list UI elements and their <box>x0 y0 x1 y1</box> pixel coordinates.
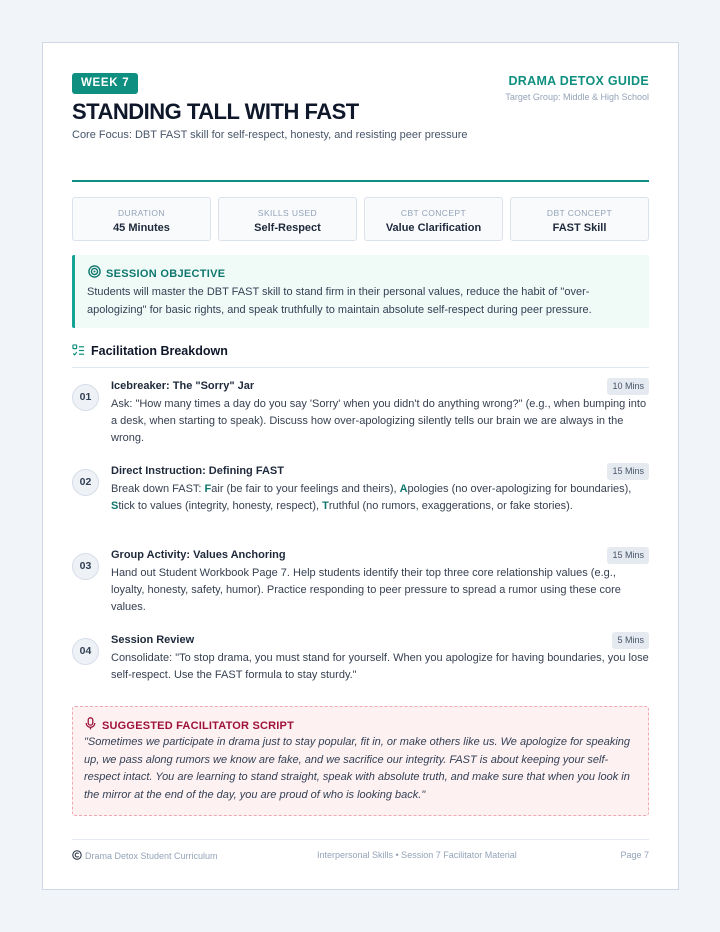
step-description: Ask: "How many times a day do you say 'Sorry' when you didn't do anything wrong?" (e.g., when bumping into a desk, when starting to speak). Discuss how over-apologizing silently tells our brain we are always in the wrong. <box>111 398 647 444</box>
objective-text: Students will master the DBT FAST skill to stand firm in their personal values, reduce the habit of "over-apologizing" for basic rights, and speak truthfully to maintain absolute self-respect during peer pressure. <box>87 286 592 316</box>
stat-label: CBT CONCEPT <box>400 208 467 218</box>
step-number: 01 <box>72 384 99 411</box>
step-title: Group Activity: Values Anchoring <box>111 549 286 561</box>
step-title: Direct Instruction: Defining FAST <box>111 465 284 477</box>
script-title: SUGGESTED FACILITATOR SCRIPT <box>102 720 294 732</box>
microphone-icon <box>85 717 96 735</box>
fast-letter-s: S <box>111 500 119 512</box>
script-header <box>85 717 294 735</box>
breakdown-title: Facilitation Breakdown <box>91 344 228 358</box>
step-number: 03 <box>72 553 99 580</box>
step-description: Consolidate: "To stop drama, you must stand for yourself. When you apologize for having boundaries, you lose self-respect. Use the FAST formula to stay sturdy." <box>111 652 649 681</box>
step-number: 02 <box>72 469 99 496</box>
page-title: STANDING TALL WITH FAST <box>72 99 359 124</box>
step-title: Icebreaker: The "Sorry" Jar <box>111 380 255 392</box>
objective-header <box>88 265 225 283</box>
page-header <box>72 73 649 182</box>
target-group: Target Group: Middle & High School <box>505 92 649 102</box>
stats-row <box>72 197 649 241</box>
week-badge: WEEK 7 <box>72 73 138 94</box>
fast-truthful-text: ruthful (no rumors, exaggerations, or fake stories). <box>328 500 573 512</box>
stat-label: SKILLS USED <box>257 208 318 218</box>
duration-badge: 15 Mins <box>607 463 649 480</box>
target-icon <box>88 265 101 283</box>
step-title: Session Review <box>111 634 195 646</box>
stat-value: Value Clarification <box>385 222 482 234</box>
facilitator-script-box <box>72 706 649 816</box>
stat-duration <box>72 197 211 241</box>
duration-badge: 10 Mins <box>607 378 649 395</box>
step-description <box>111 481 649 515</box>
stat-value: Self-Respect <box>254 222 321 234</box>
duration-badge: 5 Mins <box>612 632 649 649</box>
script-text: "Sometimes we participate in drama just to stay popular, fit in, or make others like us. We apologize for speaking up, we pass along rumors we know are fake, and we sacrifice our integrity. FAST is about keeping your self-respect intact. You are learning to stand straight, speak with absolute truth, and make sure that when you look in the mirror at the end of the day, you are proud of who is looking back." <box>84 736 631 801</box>
guide-name: DRAMA DETOX GUIDE <box>508 74 649 88</box>
fast-fair-text: air (be fair to your feelings and theirs), <box>211 483 400 495</box>
fast-stick-text: tick to values (integrity, honesty, respect), <box>118 500 323 512</box>
fast-apologies-text: pologies (no over-apologizing for boundaries), <box>407 483 632 495</box>
curriculum-page <box>42 42 679 890</box>
duration-badge: 15 Mins <box>607 547 649 564</box>
stat-label: DBT CONCEPT <box>546 208 613 218</box>
fast-letter-f: F <box>204 483 212 495</box>
page-content <box>72 73 649 861</box>
checklist-icon <box>72 344 85 362</box>
footer-page-number: Page 7 <box>620 850 649 860</box>
fast-lead: Break down FAST: <box>111 483 205 495</box>
step-description: Hand out Student Workbook Page 7. Help students identify their top three core relationship values (e.g., loyalty, honesty, safety, humor). Practice responding to peer pressure to spread a rumor using these core values. <box>111 567 621 613</box>
page-footer <box>72 839 649 869</box>
footer-left <box>72 850 218 862</box>
fast-letter-a: A <box>399 483 408 495</box>
stat-skills-used <box>218 197 357 241</box>
copyright-icon <box>72 850 82 862</box>
objective-title: SESSION OBJECTIVE <box>106 268 226 280</box>
page-subtitle: Core Focus: DBT FAST skill for self-respect, honesty, and resisting peer pressure <box>72 129 468 141</box>
stat-dbt-concept <box>510 197 649 241</box>
fast-letter-t: T <box>322 500 329 512</box>
stat-label: DURATION <box>118 208 165 218</box>
footer-session-info: Interpersonal Skills • Session 7 Facilitator Material <box>317 850 517 860</box>
session-objective-box <box>72 255 649 328</box>
stat-value: 45 Minutes <box>113 222 170 234</box>
stat-value: FAST Skill <box>552 222 607 234</box>
step-number: 04 <box>72 638 99 665</box>
facilitation-breakdown-heading <box>72 344 649 368</box>
footer-curriculum-name: Drama Detox Student Curriculum <box>85 851 218 861</box>
stat-cbt-concept <box>364 197 503 241</box>
